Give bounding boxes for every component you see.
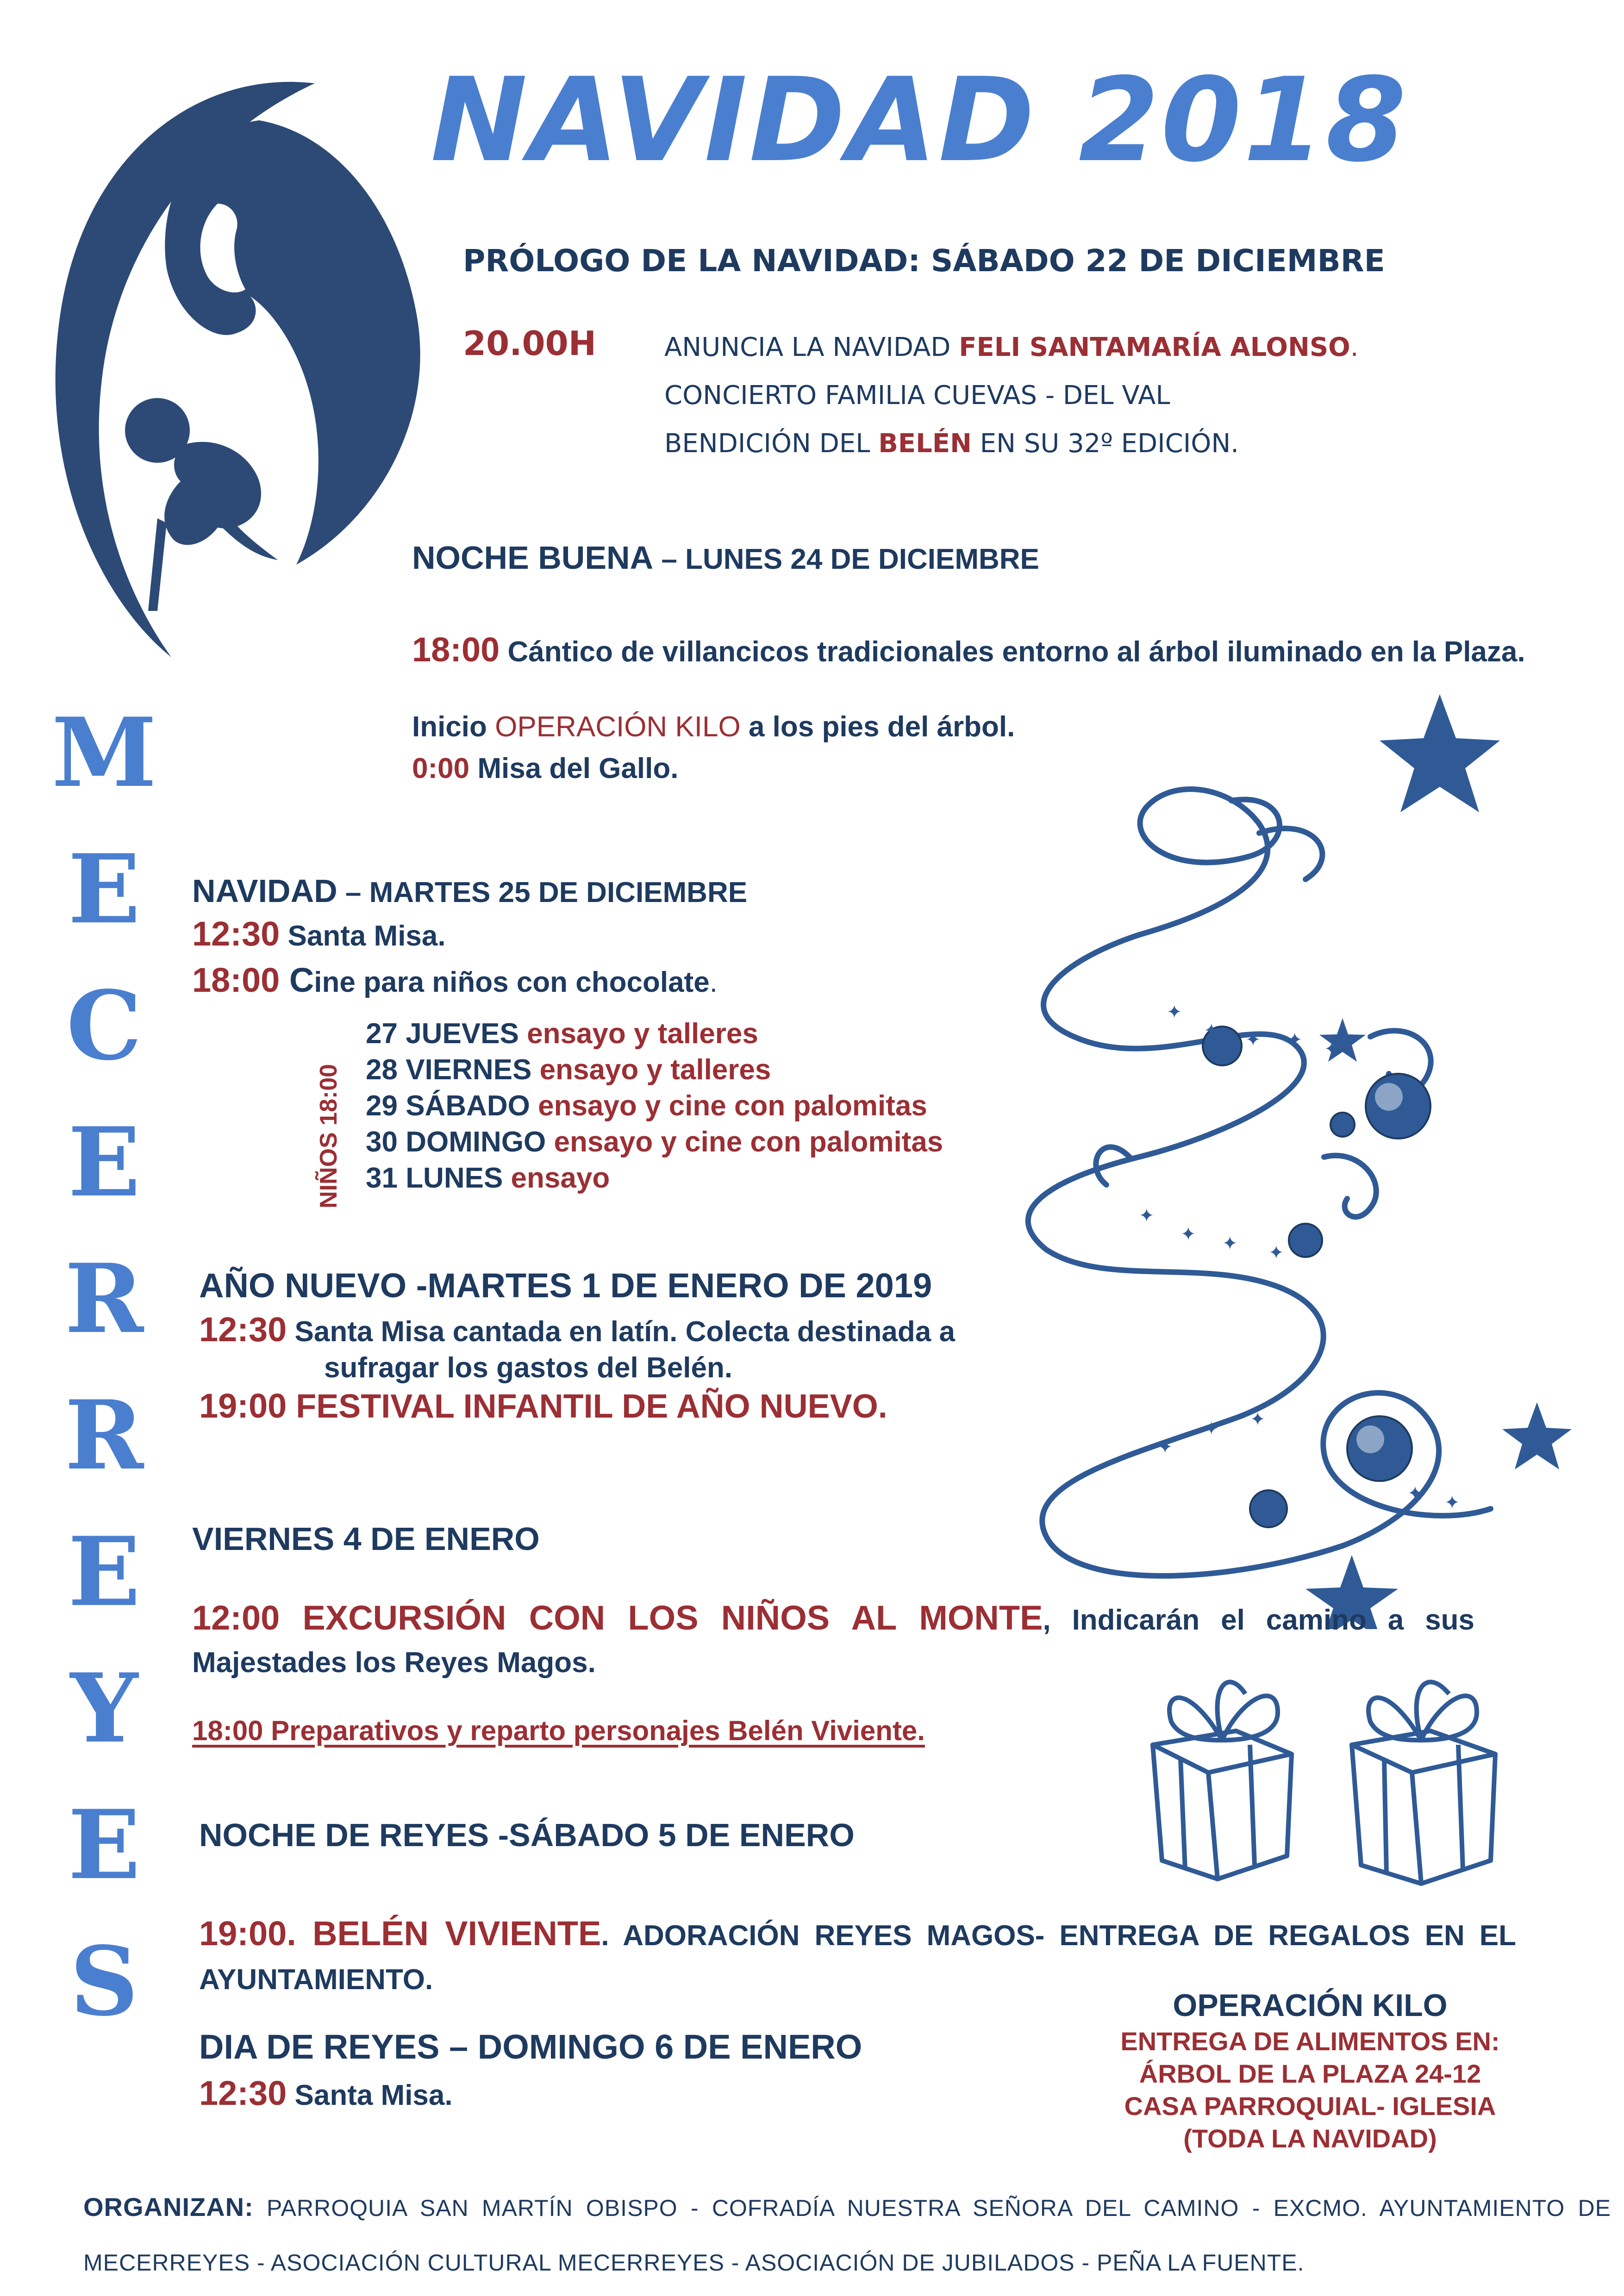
list-item: 31 LUNES ensayo (366, 1162, 610, 1194)
side-letter: M (51, 697, 157, 809)
organizers-lead: ORGANIZAN: (83, 2192, 254, 2221)
svg-text:✦: ✦ (1181, 1224, 1196, 1245)
operacion-kilo-line: ÁRBOL DE LA PLAZA 24-12 (1139, 2059, 1481, 2088)
svg-text:✦: ✦ (1250, 1409, 1266, 1430)
list-item: 30 DOMINGO ensayo y cine con palomitas (366, 1126, 943, 1158)
operacion-kilo-heading: OPERACIÓN KILO (1173, 1988, 1448, 2023)
operacion-kilo-box (1079, 1985, 1542, 2155)
svg-text:✦: ✦ (1157, 1437, 1173, 1458)
diareyes-heading: DIA DE REYES – DOMINGO 6 DE ENERO (199, 2028, 862, 2066)
anonuevo-heading: AÑO NUEVO -MARTES 1 DE ENERO DE 2019 (199, 1266, 932, 1305)
page-title: NAVIDAD 2018 (431, 53, 1408, 187)
list-item: 29 SÁBADO ensayo y cine con palomitas (366, 1090, 927, 1122)
nochebuena-line-1: 18:00 Cántico de villancicos tradicionales entorno al árbol iluminado en la Plaza. (412, 630, 1525, 669)
side-letter: E (68, 1790, 141, 1901)
nochereyes-heading: NOCHE DE REYES -SÁBADO 5 DE ENERO (199, 1817, 855, 1853)
anonuevo-line-1b: sufragar los gastos del Belén. (324, 1352, 733, 1384)
svg-text:✦: ✦ (1324, 1039, 1340, 1060)
gift-boxes-illustration (1134, 1648, 1537, 1898)
ninos-label: NIÑOS 18:00 (315, 1064, 342, 1209)
anonuevo-line-1: 12:30 Santa Misa cantada en latín. Colecta destinada a (199, 1310, 955, 1349)
svg-text:✦: ✦ (1268, 1242, 1284, 1263)
christmas-tree-illustration (880, 639, 1574, 1629)
side-letter: R (64, 1380, 144, 1491)
anonuevo-line-2: 19:00 FESTIVAL INFANTIL DE AÑO NUEVO. (199, 1387, 887, 1425)
madonna-and-child-illustration (19, 56, 481, 680)
prologo-line-1: ANUNCIA LA NAVIDAD FELI SANTAMARÍA ALONSO. (664, 332, 1359, 362)
organizers-list: PARROQUIA SAN MARTÍN OBISPO - COFRADÍA NUESTRA SEÑORA DEL CAMINO - EXCMO. AYUNTAMIENTO DE MECERREYES - ASOCIACIÓN CULTURAL MECERREYES - ASOCIACIÓN DE JUBILADOS - PEÑA LA FUENTE. (83, 2195, 1611, 2276)
prologo-time: 20.00H (463, 324, 596, 363)
navidad-heading: NAVIDAD – MARTES 25 DE DICIEMBRE (192, 873, 748, 909)
side-letter: E (68, 1517, 141, 1628)
list-item: 27 JUEVES ensayo y talleres (366, 1018, 758, 1050)
svg-text:✦: ✦ (1204, 1020, 1219, 1041)
nochebuena-line-3: 0:00 Misa del Gallo. (412, 753, 679, 784)
svg-text:✦: ✦ (1167, 1002, 1182, 1023)
side-letter: S (69, 1926, 139, 2037)
svg-text:✦: ✦ (1245, 1029, 1261, 1051)
operacion-kilo-line: (TODA LA NAVIDAD) (1183, 2124, 1437, 2153)
organizers-footer (83, 2180, 1611, 2290)
nochebuena-heading: NOCHE BUENA – LUNES 24 DE DICIEMBRE (412, 540, 1039, 576)
nochebuena-line-2: Inicio OPERACIÓN KILO a los pies del árbol. (412, 711, 1015, 743)
svg-text:✦: ✦ (1407, 1483, 1423, 1504)
side-letters-mecerreyes (51, 685, 157, 2050)
side-letter: E (68, 1107, 141, 1218)
viernes-heading: VIERNES 4 DE ENERO (192, 1521, 540, 1557)
ninos-schedule (366, 1016, 943, 1196)
operacion-kilo-line: CASA PARROQUIAL- IGLESIA (1124, 2091, 1496, 2121)
svg-text:✦: ✦ (1287, 1029, 1303, 1051)
viernes-line-1: 12:00 EXCURSIÓN CON LOS NIÑOS AL MONTE, Indicarán el camino a sus Majestades los Reyes Magos. (192, 1599, 1474, 1679)
list-item: 28 VIERNES ensayo y talleres (366, 1054, 771, 1086)
prologo-line-3: BENDICIÓN DEL BELÉN EN SU 32º EDICIÓN. (664, 429, 1239, 459)
prologo-heading: PRÓLOGO DE LA NAVIDAD: SÁBADO 22 DE DICIEMBRE (463, 243, 1385, 279)
side-letter: E (68, 834, 141, 945)
prologo-line-2: CONCIERTO FAMILIA CUEVAS - DEL VAL (664, 380, 1170, 411)
svg-text:✦: ✦ (1204, 1418, 1219, 1439)
side-letter: Y (70, 1653, 138, 1764)
svg-text:✦: ✦ (1222, 1233, 1238, 1254)
operacion-kilo-line: ENTREGA DE ALIMENTOS EN: (1120, 2027, 1500, 2056)
navidad-line-2: 18:00 Cine para niños con chocolate. (192, 961, 718, 999)
navidad-line-1: 12:30 Santa Misa. (192, 915, 446, 953)
svg-text:✦: ✦ (1444, 1492, 1460, 1513)
svg-text:✦: ✦ (1139, 1205, 1155, 1226)
side-letter: R (64, 1244, 144, 1355)
viernes-line-2: 18:00 Preparativos y reparto personajes Belén Viviente. (192, 1715, 925, 1746)
side-letter: C (66, 971, 142, 1082)
nochereyes-line-1: 19:00. BELÉN VIVIENTE. ADORACIÓN REYES MAGOS- ENTREGA DE REGALOS EN EL AYUNTAMIENTO. (199, 1914, 1516, 1996)
diareyes-line-1: 12:30 Santa Misa. (199, 2074, 453, 2112)
